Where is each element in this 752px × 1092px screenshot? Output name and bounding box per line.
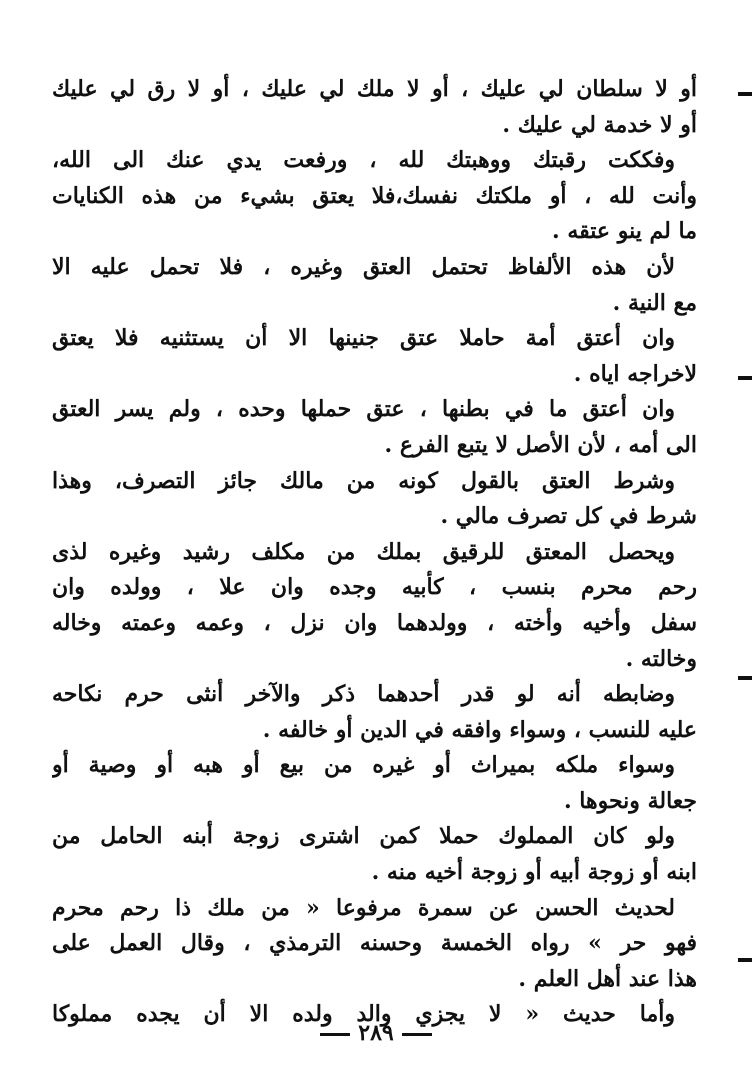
- text-line: الى أمه ، لأن الأصل لا يتبع الفرع .: [384, 431, 697, 458]
- margin-mark: [738, 958, 752, 962]
- text-line: لاخراجه اياه .: [573, 360, 697, 387]
- text-line: وأنت لله ، أو ملكتك نفسك،فلا يعتق بشيء من هذه الكنايات: [52, 182, 697, 209]
- text-line: وفككت رقبتك ووهبتك لله ، ورفعت يدي عنك الى الله،: [52, 147, 675, 174]
- footer-dash-right: [402, 1033, 432, 1036]
- text-line: لحديث الحسن عن سمرة مرفوعا « من ملك ذا رحم محرم: [52, 894, 675, 921]
- margin-mark: [738, 92, 752, 96]
- text-line: وضابطه أنه لو قدر أحدهما ذكر والآخر أنثى حرم نكاحه: [52, 681, 675, 708]
- text-line: سفل وأخيه وأخته ، وولدهما وان نزل ، وعمه وعمته وخاله: [52, 609, 697, 636]
- text-line: رحم محرم بنسب ، كأبيه وجده وان علا ، وولده وان: [52, 574, 697, 601]
- text-line: وخالته .: [625, 645, 697, 672]
- text-line: وان أعتق ما في بطنها ، عتق حملها وحده ، ولم يسر العتق: [52, 396, 675, 423]
- text-line: جعالة ونحوها .: [563, 787, 697, 814]
- footer-dash-left: [320, 1033, 350, 1036]
- text-line: مع النية .: [612, 289, 697, 316]
- text-line: وأما حديث « لا يجزي والد ولده الا أن يجده مملوكا: [52, 1001, 675, 1028]
- text-line: لأن هذه الألفاظ تحتمل العتق وغيره ، فلا تحمل عليه الا: [52, 253, 675, 280]
- text-line: وشرط العتق بالقول كونه من مالك جائز التصرف، وهذا: [52, 467, 675, 494]
- text-line: أو لا سلطان لي عليك ، أو لا ملك لي عليك ، أو لا رق لي عليك: [52, 76, 697, 102]
- text-line: فهو حر » رواه الخمسة وحسنه الترمذي ، وقال العمل على: [52, 930, 697, 957]
- text-line: شرط في كل تصرف مالي .: [440, 503, 697, 530]
- text-line: وان أعتق أمة حاملا عتق جنينها الا أن يستثنيه فلا يعتق: [52, 325, 675, 352]
- text-line: أو لا خدمة لي عليك .: [502, 111, 697, 138]
- text-line: ولو كان المملوك حملا كمن اشترى زوجة أبنه الحامل من: [52, 823, 675, 850]
- body-text: [52, 72, 697, 1033]
- text-line: عليه للنسب ، وسواء وافقه في الدين أو خالفه .: [262, 716, 697, 743]
- text-line: هذا عند أهل العلم .: [518, 965, 697, 992]
- text-line: ويحصل المعتق للرقيق بملك من مكلف رشيد وغيره لذى: [52, 538, 675, 565]
- margin-mark: [738, 676, 752, 680]
- text-line: ما لم ينو عتقه .: [552, 218, 697, 245]
- text-line: ابنه أو زوجة أبيه أو زوجة أخيه منه .: [371, 859, 697, 886]
- margin-mark: [738, 376, 752, 380]
- page-number-footer: [0, 1020, 752, 1046]
- text-line: وسواء ملكه بميراث أو غيره من بيع أو هبه أو وصية أو: [52, 752, 675, 779]
- page-number: ٢٨٩: [358, 1020, 394, 1046]
